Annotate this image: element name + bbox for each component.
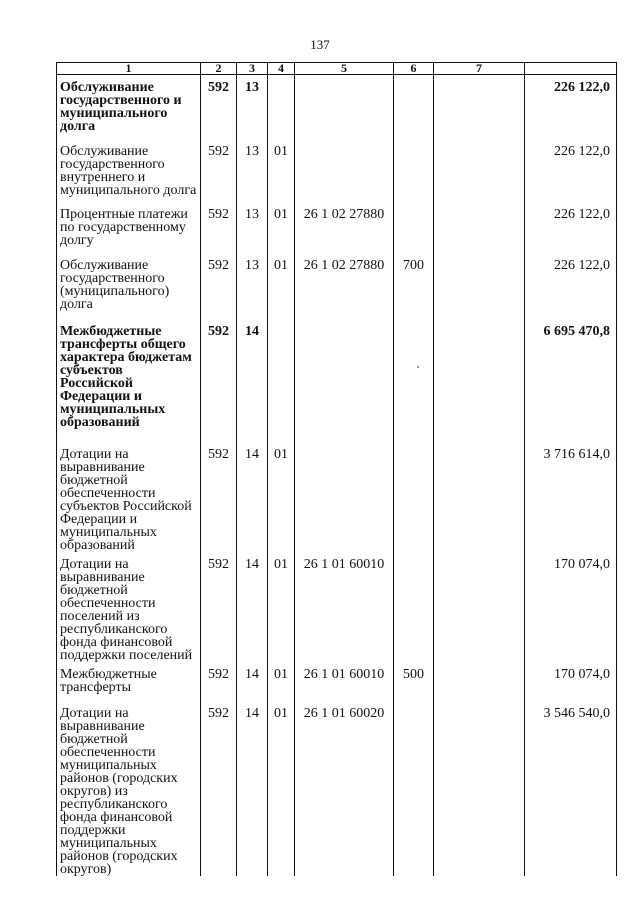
header-cell [525,63,617,75]
row-expense-type: 700 [394,253,434,319]
row-adm-code: 592 [201,253,237,319]
row-article: 26 1 02 27880 [295,253,394,319]
row-section: 13 [237,139,268,202]
row-subsection: 01 [268,552,295,662]
row-adm-code: 592 [201,202,237,253]
row-adm-code: 592 [201,319,237,442]
row-amount: 226 122,0 [525,75,617,139]
row-name: Дотации на выравнивание бюджетной обеспеченности муниципальных районов (городских округов) из республиканского фонда финансовой поддержки муниципальных районов (городских округов) [57,701,201,876]
row-col7 [434,662,525,701]
row-name: Дотации на выравнивание бюджетной обеспеченности субъектов Российской Федерации и муниципальных образований [57,442,201,552]
table-row [57,139,617,202]
row-amount: 226 122,0 [525,139,617,202]
row-expense-type [394,139,434,202]
row-section: 13 [237,253,268,319]
row-article [295,75,394,139]
row-adm-code: 592 [201,75,237,139]
table-body [57,75,617,876]
row-subsection: 01 [268,253,295,319]
row-subsection: 01 [268,202,295,253]
row-col7 [434,701,525,876]
row-article: 26 1 02 27880 [295,202,394,253]
row-expense-type [394,552,434,662]
row-subsection [268,319,295,442]
row-expense-type: 500 [394,662,434,701]
row-expense-type [394,75,434,139]
row-section: 13 [237,202,268,253]
row-adm-code: 592 [201,139,237,202]
row-adm-code: 592 [201,662,237,701]
page-number: 137 [310,37,330,52]
header-row [57,63,617,75]
scan-speck [417,366,419,368]
table-row [57,75,617,139]
row-section: 14 [237,552,268,662]
header-cell: 1 [57,63,201,75]
row-col7 [434,319,525,442]
row-section: 14 [237,662,268,701]
row-subsection: 01 [268,662,295,701]
header-cell: 3 [237,63,268,75]
table-row [57,662,617,701]
row-expense-type [394,202,434,253]
table-row [57,253,617,319]
row-section: 14 [237,319,268,442]
row-subsection: 01 [268,701,295,876]
row-adm-code: 592 [201,701,237,876]
row-amount: 226 122,0 [525,253,617,319]
row-section: 14 [237,442,268,552]
table-row [57,552,617,662]
header-cell: 2 [201,63,237,75]
row-amount: 3 716 614,0 [525,442,617,552]
row-article: 26 1 01 60010 [295,662,394,701]
row-adm-code: 592 [201,552,237,662]
row-name: Обслуживание государственного и муниципального долга [57,75,201,139]
table-row [57,202,617,253]
row-section: 13 [237,75,268,139]
row-col7 [434,75,525,139]
row-amount: 226 122,0 [525,202,617,253]
row-amount: 6 695 470,8 [525,319,617,442]
row-name: Межбюджетные трансферты [57,662,201,701]
budget-table [56,62,617,876]
header-cell: 4 [268,63,295,75]
row-subsection: 01 [268,139,295,202]
row-article [295,319,394,442]
table-row [57,319,617,442]
row-name: Дотации на выравнивание бюджетной обеспеченности поселений из республиканского фонда финансовой поддержки поселений [57,552,201,662]
header-cell: 6 [394,63,434,75]
header-cell: 5 [295,63,394,75]
row-col7 [434,139,525,202]
row-name: Межбюджетные трансферты общего характера бюджетам субъектов Российской Федерации и муниципальных образований [57,319,201,442]
row-expense-type [394,701,434,876]
row-subsection [268,75,295,139]
row-adm-code: 592 [201,442,237,552]
row-name: Процентные платежи по государственному долгу [57,202,201,253]
row-article: 26 1 01 60020 [295,701,394,876]
row-article: 26 1 01 60010 [295,552,394,662]
row-article [295,139,394,202]
row-expense-type [394,319,434,442]
row-article [295,442,394,552]
row-expense-type [394,442,434,552]
row-col7 [434,442,525,552]
row-col7 [434,552,525,662]
table-row [57,701,617,876]
row-name: Обслуживание государственного (муниципального) долга [57,253,201,319]
row-subsection: 01 [268,442,295,552]
header-cell: 7 [434,63,525,75]
row-col7 [434,253,525,319]
row-section: 14 [237,701,268,876]
row-name: Обслуживание государственного внутреннего и муниципального долга [57,139,201,202]
row-amount: 170 074,0 [525,662,617,701]
row-amount: 3 546 540,0 [525,701,617,876]
table-row [57,442,617,552]
row-col7 [434,202,525,253]
row-amount: 170 074,0 [525,552,617,662]
